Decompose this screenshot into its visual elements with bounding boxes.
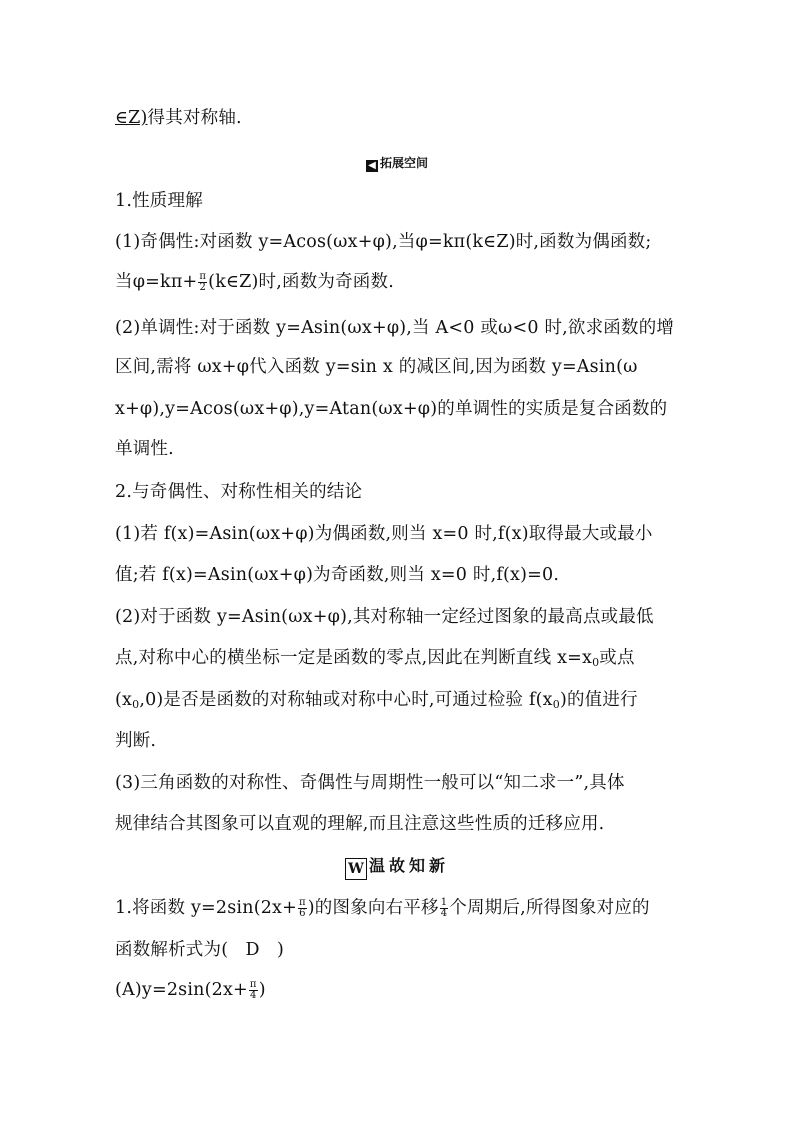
text-seg: 个周期后,所得图象对应的 [449,898,650,918]
s1-p1-line2 [115,270,394,294]
frac-num: 1 [440,897,448,908]
w-icon: W [345,858,367,880]
intro-underlined: ∈Z) [115,108,148,128]
s2-p2-line4: 判断. [115,731,157,751]
section-badge-expand [0,154,794,172]
text-seg: 1.将函数 y=2sin(2x+ [115,898,297,918]
speaker-icon: ◀ [366,160,378,172]
s2-p3-line2: 规律结合其图象可以直观的理解,而且注意这些性质的迁移应用. [115,814,605,834]
text-seg: (A)y=2sin(2x+ [115,980,248,1000]
text-seg: )的值进行 [559,690,638,710]
subscript: 0 [592,656,600,669]
text-seg: 点,对称中心的横坐标一定是函数的零点,因此在判断直线 x=x [115,648,593,668]
s1-title: 1.性质理解 [115,191,203,211]
subscript: 0 [132,698,140,711]
intro-tail-line [115,106,242,130]
frac-den: 2 [199,282,207,293]
s1-p2-line4: 单调性. [115,439,174,459]
text-seg: )的图象向右平移 [307,898,439,918]
q1-option-a [115,978,266,1002]
fraction [440,898,449,919]
s1-p2-line1: (2)单调性:对于函数 y=Asin(ωx+φ),当 A<0 或ω<0 时,欲求函数的增 [115,318,675,338]
s2-title: 2.与奇偶性、对称性相关的结论 [115,482,363,502]
frac-num: π [249,979,257,990]
s2-p2-line3 [115,688,638,717]
q1-line1 [115,896,650,920]
frac-den: 4 [440,908,448,919]
fraction [198,272,207,293]
text-seg: 或点 [599,648,635,668]
section-badge-label: 拓展空间 [379,156,428,170]
text-seg: 当φ=kπ+ [115,272,198,292]
intro-rest: 得其对称轴. [147,108,242,128]
s2-p3-line1: (3)三角函数的对称性、奇偶性与周期性一般可以“知二求一”,具体 [115,773,625,793]
section-badge-review [0,853,794,880]
s2-p1-line2: 值;若 f(x)=Asin(ωx+φ)为奇函数,则当 x=0 时,f(x)=0. [115,565,560,585]
s1-p2-line2: 区间,需将 ωx+φ代入函数 y=sin x 的减区间,因为函数 y=Asin(ω [115,357,638,377]
s1-p1-line1: (1)奇偶性:对函数 y=Acos(ωx+φ),当φ=kπ(k∈Z)时,函数为偶函数; [115,232,652,252]
q1-line2: 函数解析式为( D ) [115,940,285,960]
review-badge-label: 温故知新 [368,856,449,875]
subscript: 0 [552,698,560,711]
s2-p1-line1: (1)若 f(x)=Asin(ωx+φ)为偶函数,则当 x=0 时,f(x)取得最大或最小 [115,524,653,544]
frac-den: 4 [250,990,257,1001]
frac-num: π [199,271,207,282]
s2-p2-line1: (2)对于函数 y=Asin(ωx+φ),其对称轴一定经过图象的最高点或最低 [115,607,654,627]
s1-p2-line3: x+φ),y=Acos(ωx+φ),y=Atan(ωx+φ)的单调性的实质是复合函数的 [115,399,668,419]
text-seg: (x [115,690,133,710]
fraction [249,980,258,1001]
text-seg: ) [258,980,266,1000]
s2-p2-line2 [115,646,635,675]
frac-num: π [299,897,306,908]
frac-den: 6 [299,908,306,919]
text-seg: ,0)是否是函数的对称轴或对称中心时,可通过检验 f(x [139,690,553,710]
text-seg: (k∈Z)时,函数为奇函数. [208,272,394,292]
fraction [298,898,307,919]
